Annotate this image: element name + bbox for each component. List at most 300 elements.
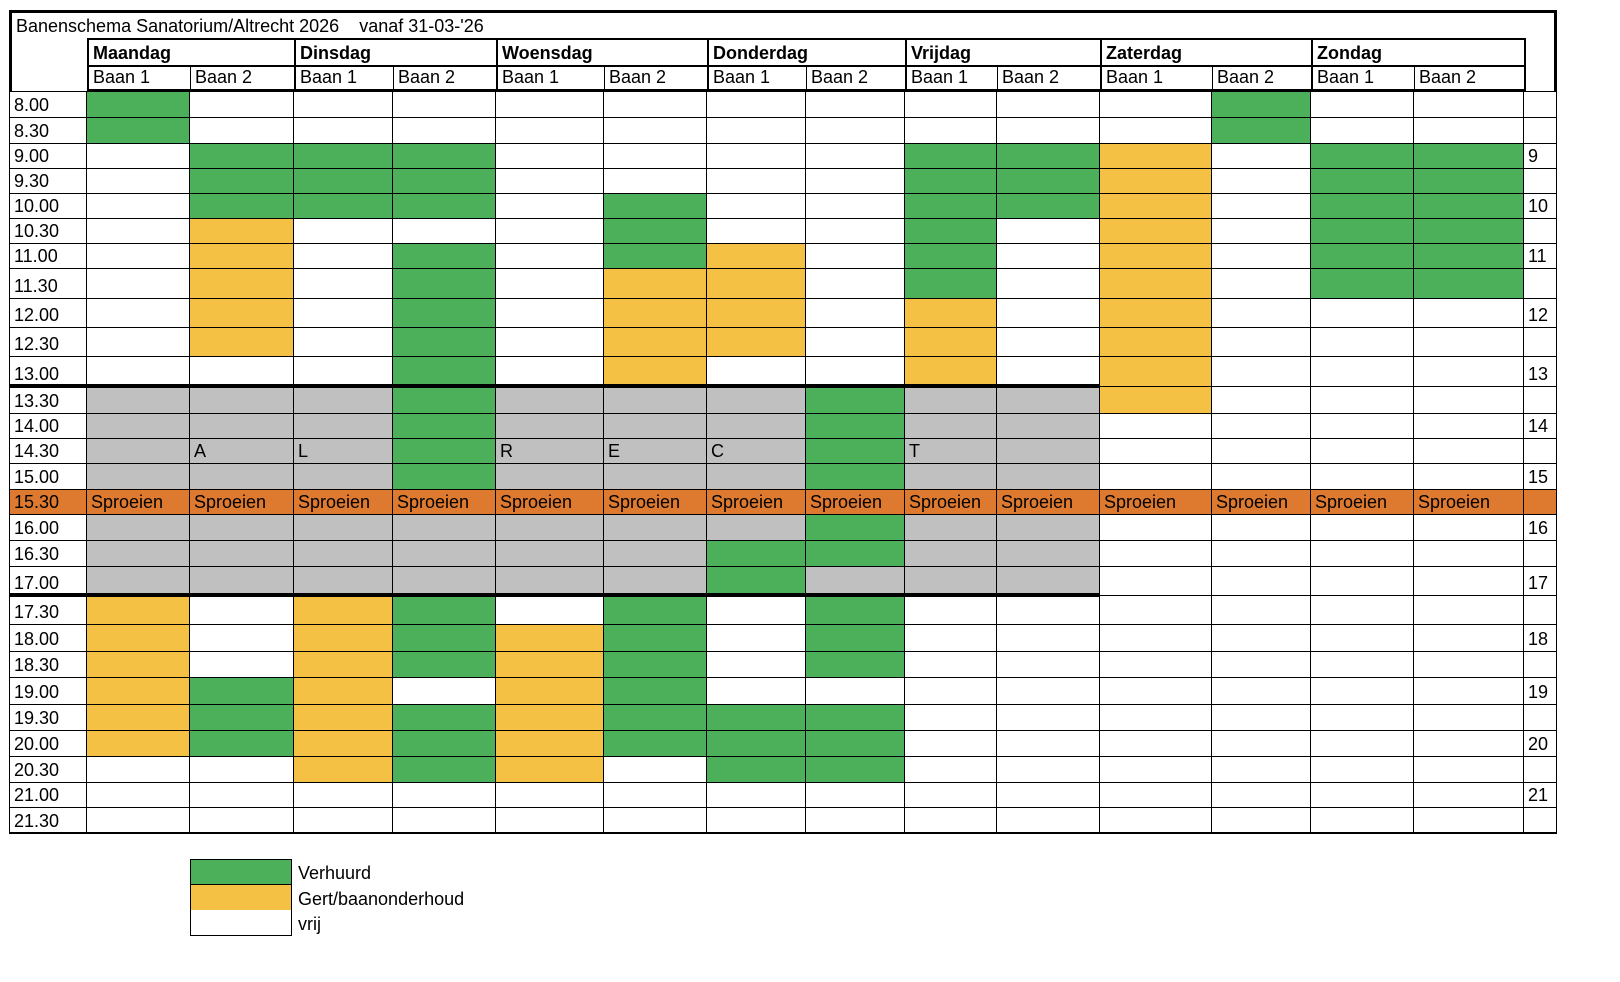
- time-cell: [10, 756, 87, 782]
- right-hour-label: 14: [1528, 416, 1549, 436]
- slot-altrecht: [905, 386, 997, 413]
- slot-vrij: [806, 298, 905, 327]
- slot-verhuurd: [806, 514, 905, 540]
- sproeien-label: Sproeien: [608, 492, 681, 512]
- slot-altrecht: [905, 438, 997, 463]
- time-cell: [10, 514, 87, 540]
- slot-vrij: [1212, 327, 1311, 356]
- right-hour-cell: [1524, 566, 1556, 595]
- slot-vrij: [1212, 413, 1311, 438]
- day-label: Vrijdag: [911, 43, 972, 63]
- slot-gert-baanonderhoud: [294, 624, 393, 651]
- right-hour-cell: [1524, 168, 1556, 193]
- slot-verhuurd: [1414, 193, 1524, 218]
- slot-altrecht: [496, 540, 604, 566]
- slot-altrecht: [294, 438, 393, 463]
- day-header: [87, 38, 294, 65]
- slot-vrij: [496, 327, 604, 356]
- slot-vrij: [1311, 356, 1414, 386]
- right-hour-cell: [1524, 298, 1556, 327]
- slot-gert-baanonderhoud: [496, 677, 604, 704]
- slot-verhuurd: [806, 704, 905, 730]
- slot-gert-baanonderhoud: [87, 704, 190, 730]
- slot-vrij: [905, 91, 997, 117]
- slot-vrij: [1212, 807, 1311, 833]
- slot-gert-baanonderhoud: [496, 704, 604, 730]
- slot-vrij: [997, 807, 1100, 833]
- right-hour-cell: [1524, 117, 1556, 143]
- time-label: 15.00: [14, 467, 60, 487]
- slot-verhuurd: [604, 677, 707, 704]
- slot-gert-baanonderhoud: [496, 624, 604, 651]
- slot-altrecht: [393, 540, 496, 566]
- court-label: Baan 2: [1419, 67, 1477, 87]
- slot-vrij: [496, 595, 604, 624]
- slot-vrij: [1414, 756, 1524, 782]
- slot-altrecht: [997, 438, 1100, 463]
- slot-vrij: [707, 143, 806, 168]
- slot-vrij: [190, 756, 294, 782]
- time-cell: [10, 624, 87, 651]
- slot-verhuurd: [190, 730, 294, 756]
- slot-vrij: [1212, 218, 1311, 243]
- sproeien-label: Sproeien: [298, 492, 371, 512]
- slot-vrij: [997, 704, 1100, 730]
- sproeien-label: Sproeien: [1418, 492, 1491, 512]
- slot-altrecht: [87, 386, 190, 413]
- slot-vrij: [496, 117, 604, 143]
- slot-vrij: [806, 356, 905, 386]
- slot-gert-baanonderhoud: [294, 704, 393, 730]
- slot-vrij: [1414, 356, 1524, 386]
- time-cell: [10, 117, 87, 143]
- slot-vrij: [190, 117, 294, 143]
- slot-altrecht: [997, 540, 1100, 566]
- right-hour-cell: [1524, 327, 1556, 356]
- slot-verhuurd: [393, 438, 496, 463]
- slot-gert-baanonderhoud: [190, 327, 294, 356]
- slot-verhuurd: [190, 677, 294, 704]
- slot-vrij: [1212, 624, 1311, 651]
- slot-vrij: [294, 243, 393, 268]
- slot-altrecht: [294, 386, 393, 413]
- slot-verhuurd: [604, 193, 707, 218]
- slot-vrij: [1414, 540, 1524, 566]
- time-label: 10.00: [14, 196, 60, 216]
- slot-verhuurd: [393, 356, 496, 386]
- court-header: [190, 65, 294, 91]
- slot-vrij: [1311, 540, 1414, 566]
- right-hour-label: 15: [1528, 467, 1549, 487]
- court-label: Baan 2: [811, 67, 869, 87]
- day-label: Maandag: [93, 43, 172, 63]
- slot-altrecht: [604, 566, 707, 595]
- slot-gert-baanonderhoud: [294, 677, 393, 704]
- slot-vrij: [1414, 117, 1524, 143]
- slot-vrij: [1414, 413, 1524, 438]
- time-cell: [10, 218, 87, 243]
- court-header: [1100, 65, 1212, 91]
- slot-vrij: [1414, 514, 1524, 540]
- slot-vrij: [1212, 704, 1311, 730]
- slot-vrij: [1311, 807, 1414, 833]
- court-label: Baan 2: [1217, 67, 1275, 87]
- slot-vrij: [997, 91, 1100, 117]
- right-hour-cell: [1524, 143, 1556, 168]
- slot-verhuurd: [806, 756, 905, 782]
- slot-vrij: [1414, 91, 1524, 117]
- slot-vrij: [997, 624, 1100, 651]
- court-label: Baan 2: [195, 67, 253, 87]
- time-label: 20.30: [14, 760, 60, 780]
- slot-gert-baanonderhoud: [1100, 193, 1212, 218]
- slot-gert-baanonderhoud: [707, 268, 806, 298]
- slot-vrij: [87, 143, 190, 168]
- day-header: [1311, 38, 1524, 65]
- slot-vrij: [1212, 782, 1311, 807]
- slot-vrij: [1212, 243, 1311, 268]
- slot-vrij: [604, 91, 707, 117]
- slot-vrij: [997, 268, 1100, 298]
- slot-verhuurd: [997, 143, 1100, 168]
- slot-vrij: [1212, 677, 1311, 704]
- right-hour-label: 10: [1528, 196, 1549, 216]
- slot-verhuurd: [905, 243, 997, 268]
- right-hour-label: 9: [1528, 146, 1539, 166]
- slot-gert-baanonderhoud: [905, 298, 997, 327]
- time-label: 13.30: [14, 391, 60, 411]
- slot-vrij: [806, 677, 905, 704]
- slot-gert-baanonderhoud: [1100, 298, 1212, 327]
- slot-verhuurd: [294, 168, 393, 193]
- slot-verhuurd: [604, 218, 707, 243]
- time-label: 8.30: [14, 121, 50, 141]
- slot-altrecht: [604, 514, 707, 540]
- slot-vrij: [1414, 807, 1524, 833]
- slot-vrij: [1212, 298, 1311, 327]
- slot-vrij: [294, 807, 393, 833]
- slot-verhuurd: [1414, 168, 1524, 193]
- slot-vrij: [1212, 356, 1311, 386]
- slot-vrij: [496, 218, 604, 243]
- court-header: [294, 65, 393, 91]
- slot-vrij: [496, 268, 604, 298]
- time-label: 21.30: [14, 811, 60, 831]
- slot-verhuurd: [604, 243, 707, 268]
- slot-gert-baanonderhoud: [496, 756, 604, 782]
- slot-vrij: [393, 807, 496, 833]
- slot-vrij: [1212, 595, 1311, 624]
- slot-vrij: [190, 356, 294, 386]
- slot-vrij: [190, 624, 294, 651]
- right-hour-label: 21: [1528, 785, 1549, 805]
- right-hour-label: 18: [1528, 629, 1549, 649]
- slot-verhuurd: [1414, 268, 1524, 298]
- slot-vrij: [707, 168, 806, 193]
- slot-gert-baanonderhoud: [87, 624, 190, 651]
- slot-vrij: [905, 704, 997, 730]
- day-label: Woensdag: [502, 43, 593, 63]
- right-hour-label: 16: [1528, 518, 1549, 538]
- slot-altrecht: [997, 463, 1100, 489]
- right-hour-cell: [1524, 704, 1556, 730]
- slot-vrij: [806, 807, 905, 833]
- slot-altrecht: [997, 413, 1100, 438]
- slot-vrij: [496, 143, 604, 168]
- slot-vrij: [1212, 386, 1311, 413]
- slot-verhuurd: [604, 651, 707, 677]
- slot-altrecht: [87, 413, 190, 438]
- day-label: Zaterdag: [1106, 43, 1183, 63]
- slot-vrij: [806, 268, 905, 298]
- slot-verhuurd: [190, 704, 294, 730]
- slot-vrij: [806, 91, 905, 117]
- slot-altrecht: [294, 514, 393, 540]
- time-cell: [10, 327, 87, 356]
- slot-vrij: [905, 117, 997, 143]
- slot-vrij: [905, 651, 997, 677]
- slot-verhuurd: [87, 117, 190, 143]
- court-label: Baan 2: [398, 67, 456, 87]
- slot-verhuurd: [393, 730, 496, 756]
- slot-vrij: [997, 651, 1100, 677]
- court-header: [707, 65, 806, 91]
- thick-separator: [10, 384, 1100, 388]
- slot-sproeien: [1212, 489, 1311, 514]
- slot-verhuurd: [905, 143, 997, 168]
- slot-sproeien: [905, 489, 997, 514]
- slot-vrij: [1311, 782, 1414, 807]
- slot-altrecht: [707, 463, 806, 489]
- slot-verhuurd: [190, 143, 294, 168]
- slot-vrij: [997, 218, 1100, 243]
- slot-vrij: [707, 651, 806, 677]
- slot-vrij: [294, 356, 393, 386]
- slot-gert-baanonderhoud: [190, 218, 294, 243]
- slot-gert-baanonderhoud: [294, 651, 393, 677]
- slot-verhuurd: [393, 327, 496, 356]
- slot-verhuurd: [707, 730, 806, 756]
- slot-vrij: [294, 327, 393, 356]
- slot-vrij: [1414, 730, 1524, 756]
- slot-altrecht: [604, 386, 707, 413]
- slot-altrecht: [496, 514, 604, 540]
- slot-gert-baanonderhoud: [905, 327, 997, 356]
- court-header: [393, 65, 496, 91]
- day-label: Donderdag: [713, 43, 809, 63]
- slot-vrij: [905, 677, 997, 704]
- slot-verhuurd: [604, 704, 707, 730]
- court-header: [604, 65, 707, 91]
- slot-vrij: [905, 624, 997, 651]
- slot-vrij: [1311, 327, 1414, 356]
- slot-gert-baanonderhoud: [1100, 386, 1212, 413]
- slot-altrecht: [707, 438, 806, 463]
- right-hour-label: 12: [1528, 305, 1549, 325]
- right-hour-label: 13: [1528, 364, 1549, 384]
- slot-gert-baanonderhoud: [1100, 168, 1212, 193]
- slot-vrij: [1100, 117, 1212, 143]
- slot-altrecht: [905, 413, 997, 438]
- slot-vrij: [1414, 327, 1524, 356]
- slot-gert-baanonderhoud: [87, 595, 190, 624]
- slot-vrij: [496, 193, 604, 218]
- slot-sproeien: [393, 489, 496, 514]
- sproeien-label: Sproeien: [711, 492, 784, 512]
- slot-vrij: [1414, 782, 1524, 807]
- slot-gert-baanonderhoud: [1100, 243, 1212, 268]
- slot-altrecht: [604, 438, 707, 463]
- slot-gert-baanonderhoud: [190, 298, 294, 327]
- slot-verhuurd: [806, 386, 905, 413]
- slot-altrecht: [393, 514, 496, 540]
- slot-vrij: [1414, 704, 1524, 730]
- slot-altrecht: [496, 566, 604, 595]
- time-label: 20.00: [14, 734, 60, 754]
- sproeien-label: Sproeien: [810, 492, 883, 512]
- slot-verhuurd: [604, 624, 707, 651]
- slot-sproeien: [294, 489, 393, 514]
- slot-vrij: [707, 117, 806, 143]
- right-hour-cell: [1524, 268, 1556, 298]
- legend-label: Gert/baanonderhoud: [298, 889, 465, 909]
- slot-verhuurd: [393, 413, 496, 438]
- slot-vrij: [1311, 386, 1414, 413]
- slot-vrij: [87, 298, 190, 327]
- slot-altrecht: [190, 413, 294, 438]
- slot-vrij: [294, 268, 393, 298]
- slot-vrij: [707, 624, 806, 651]
- slot-altrecht: [496, 463, 604, 489]
- slot-altrecht: [294, 566, 393, 595]
- right-hour-cell: [1524, 91, 1556, 117]
- slot-vrij: [87, 168, 190, 193]
- altrecht-letter: C: [711, 441, 724, 461]
- slot-vrij: [87, 243, 190, 268]
- slot-vrij: [1414, 651, 1524, 677]
- slot-vrij: [1100, 413, 1212, 438]
- slot-verhuurd: [393, 624, 496, 651]
- right-hour-cell: [1524, 218, 1556, 243]
- court-label: Baan 1: [300, 67, 358, 87]
- legend-label: vrij: [298, 914, 321, 934]
- slot-verhuurd: [393, 651, 496, 677]
- slot-vrij: [604, 143, 707, 168]
- slot-vrij: [707, 356, 806, 386]
- slot-vrij: [1100, 704, 1212, 730]
- slot-gert-baanonderhoud: [604, 356, 707, 386]
- time-label: 21.00: [14, 785, 60, 805]
- slot-sproeien: [604, 489, 707, 514]
- slot-vrij: [1212, 566, 1311, 595]
- right-hour-cell: [1524, 438, 1556, 463]
- slot-verhuurd: [1311, 243, 1414, 268]
- slot-vrij: [707, 782, 806, 807]
- time-label: 19.00: [14, 682, 60, 702]
- time-label: 8.00: [14, 95, 50, 115]
- slot-vrij: [604, 117, 707, 143]
- slot-vrij: [806, 143, 905, 168]
- court-label: Baan 1: [1106, 67, 1164, 87]
- slot-vrij: [87, 356, 190, 386]
- slot-vrij: [604, 168, 707, 193]
- slot-vrij: [1311, 595, 1414, 624]
- right-hour-cell: [1524, 756, 1556, 782]
- slot-altrecht: [87, 566, 190, 595]
- slot-vrij: [1100, 595, 1212, 624]
- slot-sproeien: [87, 489, 190, 514]
- slot-vrij: [87, 782, 190, 807]
- slot-gert-baanonderhoud: [604, 298, 707, 327]
- slot-vrij: [1311, 463, 1414, 489]
- slot-vrij: [905, 756, 997, 782]
- slot-altrecht: [604, 540, 707, 566]
- slot-vrij: [806, 193, 905, 218]
- altrecht-letter: L: [298, 441, 309, 461]
- slot-sproeien: [496, 489, 604, 514]
- slot-altrecht: [604, 413, 707, 438]
- right-hour-cell: [1524, 514, 1556, 540]
- time-label: 9.30: [14, 171, 50, 191]
- slot-vrij: [707, 91, 806, 117]
- slot-verhuurd: [707, 756, 806, 782]
- right-hour-label: 19: [1528, 682, 1549, 702]
- slot-vrij: [1100, 514, 1212, 540]
- slot-altrecht: [707, 514, 806, 540]
- right-hour-label: 20: [1528, 734, 1549, 754]
- slot-gert-baanonderhoud: [604, 327, 707, 356]
- slot-verhuurd: [294, 193, 393, 218]
- court-header: [997, 65, 1100, 91]
- slot-vrij: [905, 595, 997, 624]
- legend-swatch-verhuurd: [190, 859, 292, 885]
- slot-vrij: [806, 168, 905, 193]
- slot-verhuurd: [393, 168, 496, 193]
- time-cell: [10, 463, 87, 489]
- slot-altrecht: [905, 514, 997, 540]
- slot-gert-baanonderhoud: [190, 268, 294, 298]
- slot-vrij: [1212, 730, 1311, 756]
- slot-altrecht: [190, 540, 294, 566]
- slot-vrij: [997, 782, 1100, 807]
- slot-vrij: [1311, 91, 1414, 117]
- slot-vrij: [806, 327, 905, 356]
- slot-verhuurd: [393, 756, 496, 782]
- time-label: 10.30: [14, 221, 60, 241]
- court-header: [496, 65, 604, 91]
- sproeien-label: Sproeien: [1001, 492, 1074, 512]
- slot-vrij: [87, 193, 190, 218]
- slot-vrij: [1100, 624, 1212, 651]
- slot-vrij: [905, 730, 997, 756]
- altrecht-letter: A: [194, 441, 207, 461]
- slot-vrij: [496, 782, 604, 807]
- slot-vrij: [1100, 782, 1212, 807]
- slot-gert-baanonderhoud: [87, 677, 190, 704]
- slot-altrecht: [87, 540, 190, 566]
- slot-vrij: [1212, 438, 1311, 463]
- right-hour-cell: [1524, 624, 1556, 651]
- right-hour-cell: [1524, 489, 1556, 514]
- slot-verhuurd: [806, 595, 905, 624]
- time-label: 11.30: [14, 276, 58, 296]
- slot-vrij: [294, 218, 393, 243]
- slot-vrij: [190, 651, 294, 677]
- slot-gert-baanonderhoud: [190, 243, 294, 268]
- slot-vrij: [1100, 438, 1212, 463]
- right-hour-cell: [1524, 595, 1556, 624]
- slot-vrij: [294, 117, 393, 143]
